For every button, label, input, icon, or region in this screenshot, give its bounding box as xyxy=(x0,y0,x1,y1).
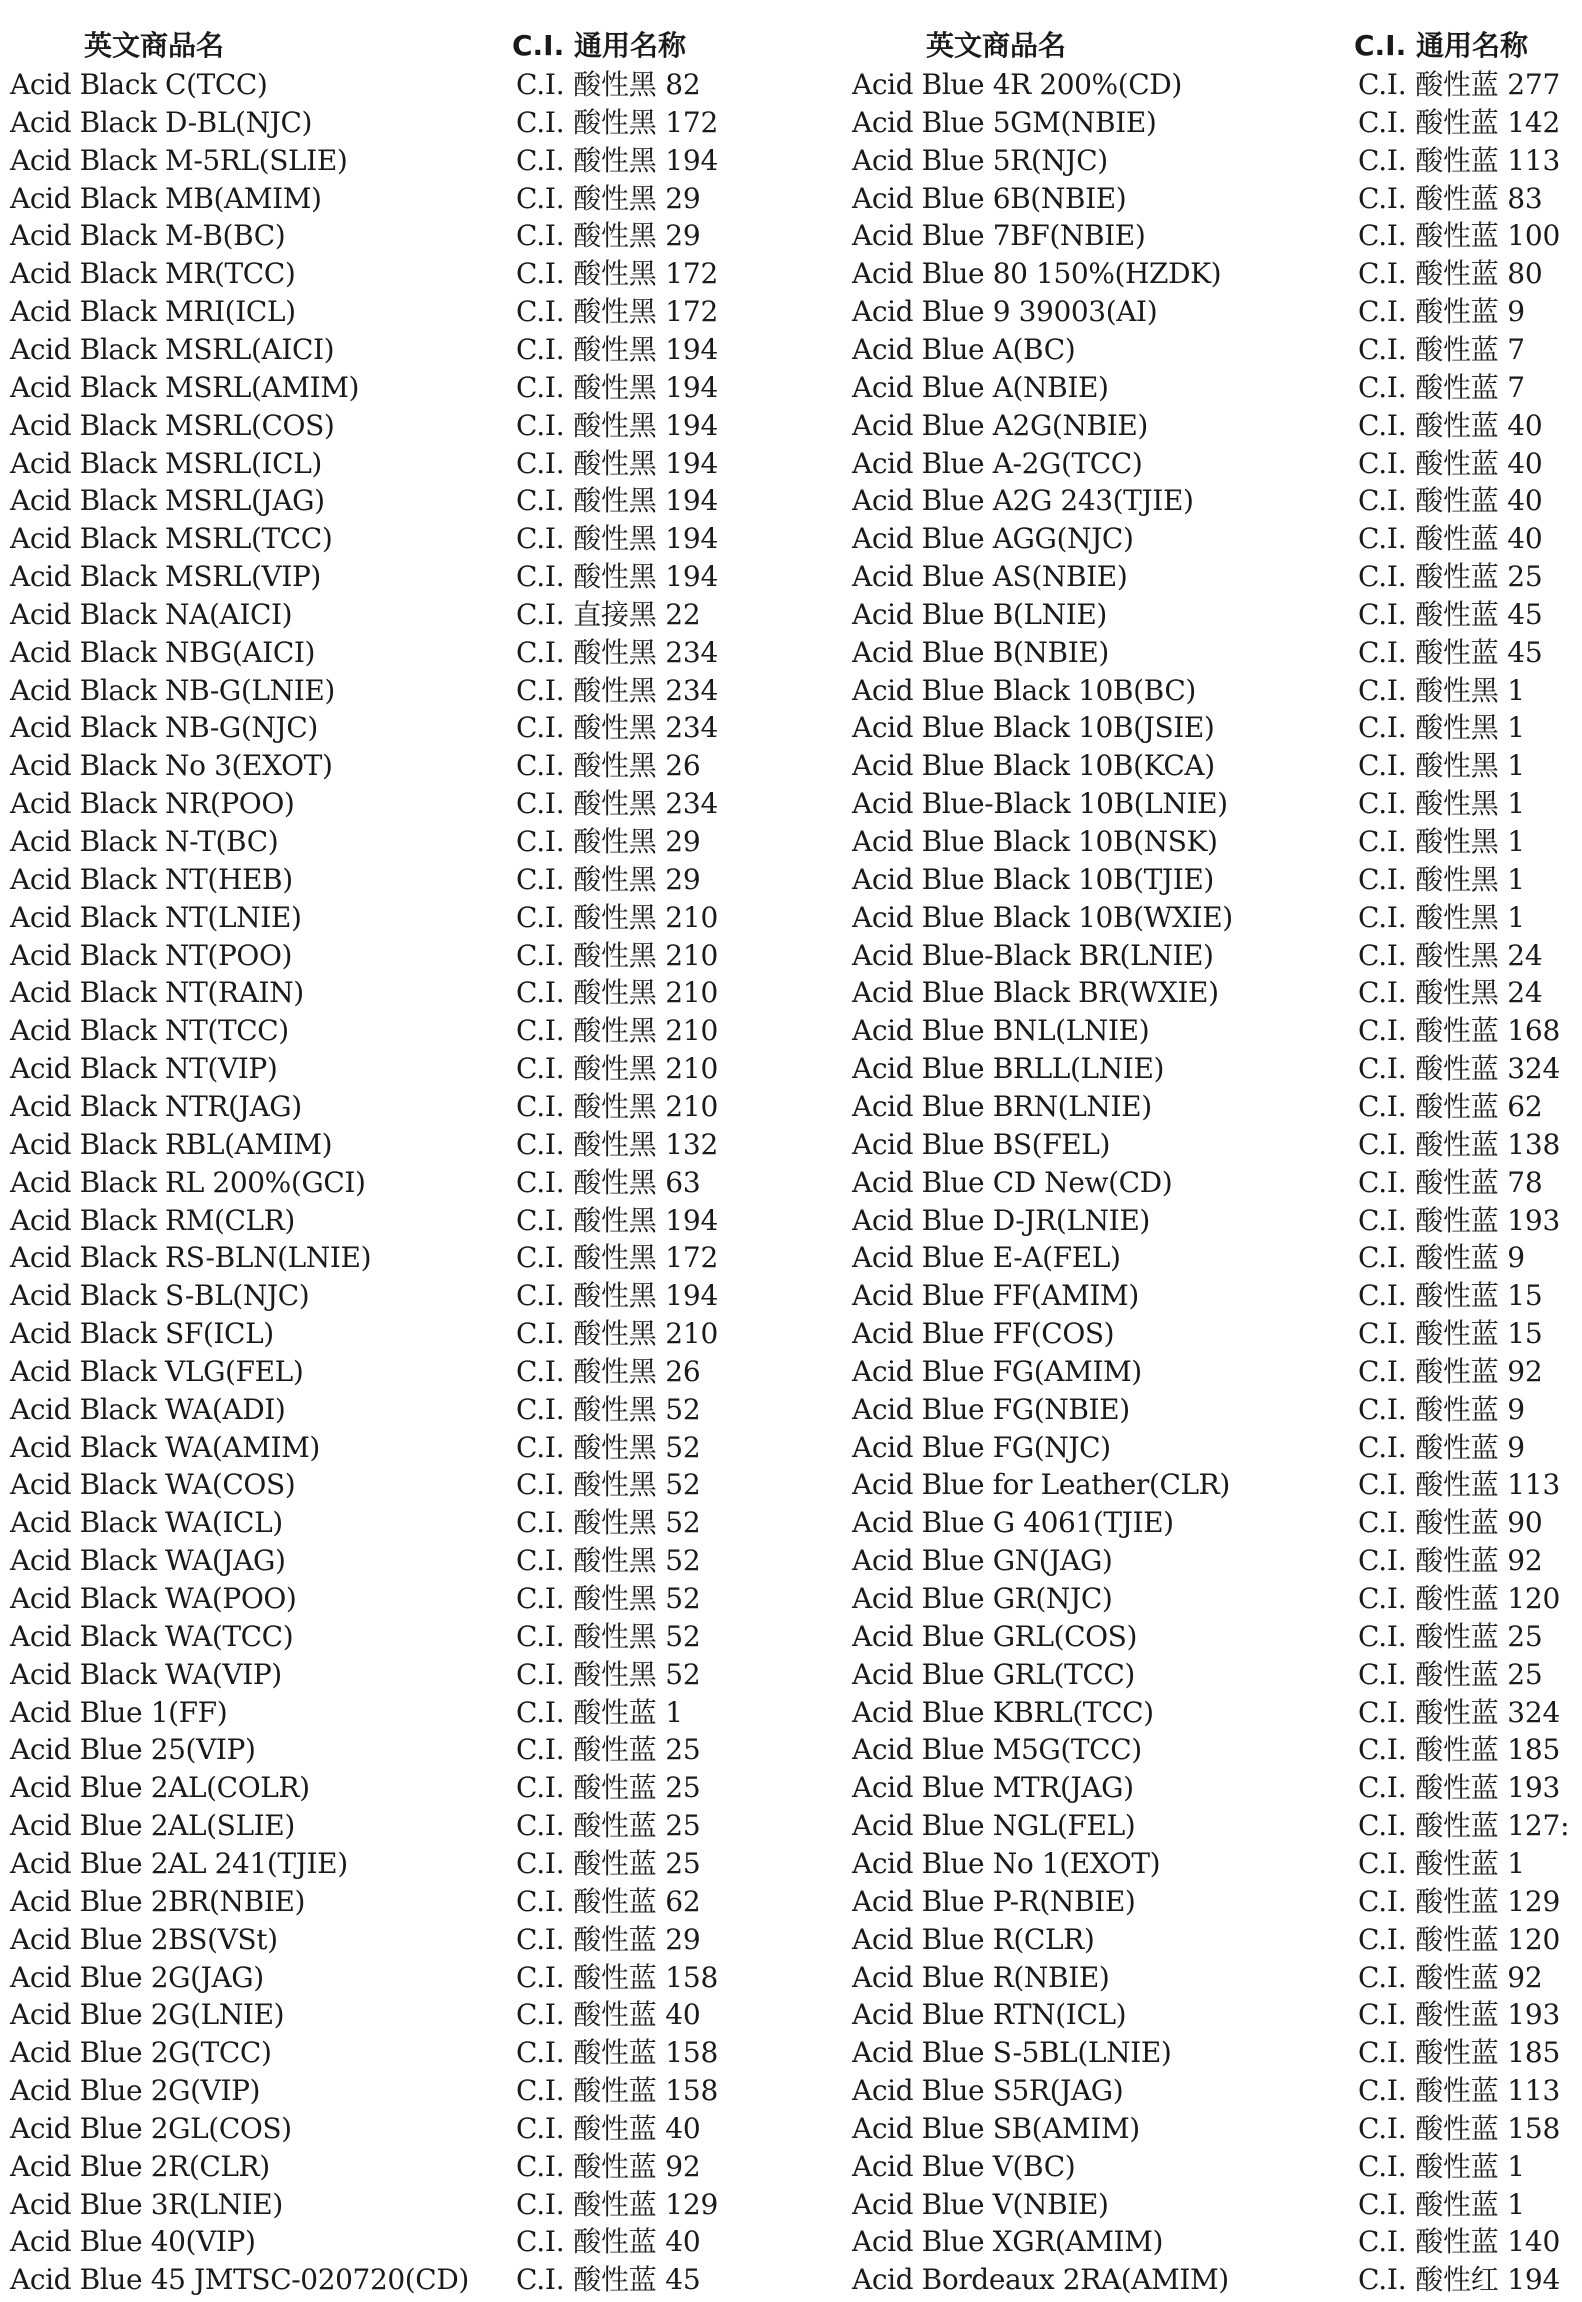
right-ci-name-cell: C.I. 酸性蓝 127: xyxy=(1358,1809,1570,1842)
left-trade-name-cell: Acid Black NB-G(NJC) xyxy=(10,711,318,744)
right-ci-name-cell: C.I. 酸性蓝 193 xyxy=(1358,1998,1561,2031)
right-ci-name-cell: C.I. 酸性蓝 40 xyxy=(1358,484,1543,517)
right-ci-name-cell: C.I. 酸性蓝 9 xyxy=(1358,1241,1525,1274)
right-ci-name-cell: C.I. 酸性蓝 80 xyxy=(1358,257,1543,290)
right-trade-name-cell: Acid Blue Black 10B(NSK) xyxy=(852,825,1218,858)
right-ci-name-cell: C.I. 酸性蓝 140 xyxy=(1358,2225,1561,2258)
right-trade-name-cell: Acid Blue AGG(NJC) xyxy=(852,522,1134,555)
right-ci-name-cell: C.I. 酸性蓝 40 xyxy=(1358,522,1543,555)
right-ci-name-cell: C.I. 酸性黑 1 xyxy=(1358,674,1525,707)
left-trade-name-cell: Acid Black NT(HEB) xyxy=(10,863,293,896)
left-ci-name-cell: C.I. 酸性蓝 40 xyxy=(516,1998,701,2031)
right-trade-name-cell: Acid Blue CD New(CD) xyxy=(852,1166,1173,1199)
right-trade-name-cell: Acid Blue No 1(EXOT) xyxy=(852,1847,1161,1880)
left-trade-name-cell: Acid Black NBG(AICI) xyxy=(10,636,316,669)
left-trade-name-cell: Acid Blue 2AL(COLR) xyxy=(10,1771,310,1804)
right-trade-name-cell: Acid Blue FF(AMIM) xyxy=(852,1279,1139,1312)
left-trade-name-cell: Acid Black NT(LNIE) xyxy=(10,901,302,934)
right-ci-name-cell: C.I. 酸性黑 1 xyxy=(1358,825,1525,858)
left-ci-name-cell: C.I. 酸性黑 52 xyxy=(516,1506,701,1539)
right-trade-name-cell: Acid Blue GN(JAG) xyxy=(852,1544,1113,1577)
left-trade-name-cell: Acid Black No 3(EXOT) xyxy=(10,749,333,782)
right-trade-name-cell: Acid Blue R(NBIE) xyxy=(852,1961,1110,1994)
left-ci-name-cell: C.I. 酸性蓝 25 xyxy=(516,1771,701,1804)
left-ci-name-cell: C.I. 酸性黑 194 xyxy=(516,1279,719,1312)
right-trade-name-cell: Acid Blue P-R(NBIE) xyxy=(852,1885,1136,1918)
right-trade-name-cell: Acid Blue Black 10B(KCA) xyxy=(852,749,1215,782)
right-trade-name-cell: Acid Blue B(NBIE) xyxy=(852,636,1109,669)
header-trade-name-left: 英文商品名 xyxy=(84,29,225,62)
left-trade-name-cell: Acid Black SF(ICL) xyxy=(10,1317,274,1350)
left-trade-name-cell: Acid Black WA(VIP) xyxy=(10,1658,282,1691)
left-ci-name-cell: C.I. 酸性黑 234 xyxy=(516,674,719,707)
right-ci-name-cell: C.I. 酸性蓝 9 xyxy=(1358,1393,1525,1426)
left-trade-name-cell: Acid Blue 2G(VIP) xyxy=(10,2074,261,2107)
left-trade-name-cell: Acid Black S-BL(NJC) xyxy=(10,1279,310,1312)
header-ci-name-right: C.I. 通用名称 xyxy=(1354,29,1528,62)
left-trade-name-cell: Acid Black RS-BLN(LNIE) xyxy=(10,1241,372,1274)
left-trade-name-cell: Acid Black MSRL(AICI) xyxy=(10,333,335,366)
left-trade-name-cell: Acid Black D-BL(NJC) xyxy=(10,106,313,139)
left-ci-name-cell: C.I. 酸性蓝 158 xyxy=(516,2074,719,2107)
right-ci-name-cell: C.I. 酸性蓝 113 xyxy=(1358,144,1561,177)
left-trade-name-cell: Acid Black WA(POO) xyxy=(10,1582,297,1615)
right-ci-name-cell: C.I. 酸性黑 1 xyxy=(1358,711,1525,744)
left-trade-name-cell: Acid Black WA(JAG) xyxy=(10,1544,286,1577)
left-ci-name-cell: C.I. 酸性黑 172 xyxy=(516,106,719,139)
left-trade-name-cell: Acid Blue 2BR(NBIE) xyxy=(10,1885,306,1918)
right-trade-name-cell: Acid Blue GRL(COS) xyxy=(852,1620,1137,1653)
right-trade-name-cell: Acid Blue A(NBIE) xyxy=(852,371,1109,404)
right-trade-name-cell: Acid Blue 7BF(NBIE) xyxy=(852,219,1146,252)
left-trade-name-cell: Acid Black NR(POO) xyxy=(10,787,295,820)
right-trade-name-cell: Acid Blue GR(NJC) xyxy=(852,1582,1113,1615)
left-trade-name-cell: Acid Black C(TCC) xyxy=(10,68,268,101)
right-trade-name-cell: Acid Blue B(LNIE) xyxy=(852,598,1107,631)
left-trade-name-cell: Acid Blue 2G(TCC) xyxy=(10,2036,272,2069)
right-trade-name-cell: Acid Blue 9 39003(AI) xyxy=(852,295,1158,328)
left-ci-name-cell: C.I. 酸性蓝 92 xyxy=(516,2150,701,2183)
right-ci-name-cell: C.I. 酸性蓝 40 xyxy=(1358,409,1543,442)
right-ci-name-cell: C.I. 酸性蓝 277 xyxy=(1358,68,1561,101)
left-ci-name-cell: C.I. 酸性黑 52 xyxy=(516,1393,701,1426)
right-trade-name-cell: Acid Blue A(BC) xyxy=(852,333,1076,366)
left-trade-name-cell: Acid Blue 2AL 241(TJIE) xyxy=(10,1847,348,1880)
left-ci-name-cell: C.I. 酸性黑 52 xyxy=(516,1658,701,1691)
right-trade-name-cell: Acid Blue 5GM(NBIE) xyxy=(852,106,1157,139)
right-trade-name-cell: Acid Blue FG(NJC) xyxy=(852,1431,1111,1464)
right-trade-name-cell: Acid Blue BRLL(LNIE) xyxy=(852,1052,1165,1085)
left-trade-name-cell: Acid Black RM(CLR) xyxy=(10,1204,295,1237)
left-ci-name-cell: C.I. 酸性黑 194 xyxy=(516,560,719,593)
right-ci-name-cell: C.I. 酸性蓝 40 xyxy=(1358,447,1543,480)
right-ci-name-cell: C.I. 酸性蓝 92 xyxy=(1358,1961,1543,1994)
left-ci-name-cell: C.I. 酸性黑 52 xyxy=(516,1431,701,1464)
right-ci-name-cell: C.I. 酸性蓝 92 xyxy=(1358,1355,1543,1388)
left-ci-name-cell: C.I. 酸性黑 26 xyxy=(516,749,701,782)
right-trade-name-cell: Acid Blue BRN(LNIE) xyxy=(852,1090,1152,1123)
left-ci-name-cell: C.I. 酸性蓝 62 xyxy=(516,1885,701,1918)
right-ci-name-cell: C.I. 酸性黑 1 xyxy=(1358,901,1525,934)
left-trade-name-cell: Acid Blue 2AL(SLIE) xyxy=(10,1809,295,1842)
left-ci-name-cell: C.I. 酸性黑 132 xyxy=(516,1128,719,1161)
left-trade-name-cell: Acid Black MSRL(AMIM) xyxy=(10,371,360,404)
left-ci-name-cell: C.I. 酸性蓝 45 xyxy=(516,2263,701,2296)
right-ci-name-cell: C.I. 酸性蓝 113 xyxy=(1358,2074,1561,2107)
right-ci-name-cell: C.I. 酸性蓝 129 xyxy=(1358,1885,1561,1918)
right-trade-name-cell: Acid Blue Black 10B(JSIE) xyxy=(852,711,1215,744)
right-trade-name-cell: Acid Blue 5R(NJC) xyxy=(852,144,1108,177)
left-trade-name-cell: Acid Black VLG(FEL) xyxy=(10,1355,304,1388)
left-ci-name-cell: C.I. 酸性黑 210 xyxy=(516,1090,719,1123)
right-trade-name-cell: Acid Blue FG(AMIM) xyxy=(852,1355,1142,1388)
right-ci-name-cell: C.I. 酸性蓝 324 xyxy=(1358,1052,1561,1085)
right-trade-name-cell: Acid Blue Black 10B(TJIE) xyxy=(852,863,1214,896)
left-ci-name-cell: C.I. 酸性黑 194 xyxy=(516,522,719,555)
right-ci-name-cell: C.I. 酸性蓝 113 xyxy=(1358,1468,1561,1501)
left-trade-name-cell: Acid Black N-T(BC) xyxy=(10,825,279,858)
left-ci-name-cell: C.I. 酸性黑 210 xyxy=(516,939,719,972)
right-ci-name-cell: C.I. 酸性蓝 193 xyxy=(1358,1771,1561,1804)
right-trade-name-cell: Acid Blue S5R(JAG) xyxy=(852,2074,1124,2107)
right-ci-name-cell: C.I. 酸性蓝 92 xyxy=(1358,1544,1543,1577)
left-trade-name-cell: Acid Blue 1(FF) xyxy=(10,1696,228,1729)
right-ci-name-cell: C.I. 酸性蓝 142 xyxy=(1358,106,1561,139)
left-trade-name-cell: Acid Black MRI(ICL) xyxy=(10,295,296,328)
left-ci-name-cell: C.I. 酸性黑 29 xyxy=(516,863,701,896)
left-trade-name-cell: Acid Black MR(TCC) xyxy=(10,257,296,290)
left-ci-name-cell: C.I. 酸性黑 234 xyxy=(516,636,719,669)
left-trade-name-cell: Acid Blue 2G(LNIE) xyxy=(10,1998,285,2031)
right-trade-name-cell: Acid Bordeaux 2RA(AMIM) xyxy=(852,2263,1229,2296)
right-trade-name-cell: Acid Blue A2G(NBIE) xyxy=(852,409,1148,442)
right-ci-name-cell: C.I. 酸性黑 1 xyxy=(1358,863,1525,896)
left-trade-name-cell: Acid Blue 2GL(COS) xyxy=(10,2112,292,2145)
left-ci-name-cell: C.I. 酸性蓝 25 xyxy=(516,1809,701,1842)
right-trade-name-cell: Acid Blue MTR(JAG) xyxy=(852,1771,1134,1804)
right-ci-name-cell: C.I. 酸性蓝 45 xyxy=(1358,636,1543,669)
left-ci-name-cell: C.I. 酸性黑 194 xyxy=(516,409,719,442)
left-ci-name-cell: C.I. 酸性黑 194 xyxy=(516,371,719,404)
right-ci-name-cell: C.I. 酸性蓝 324 xyxy=(1358,1696,1561,1729)
right-trade-name-cell: Acid Blue M5G(TCC) xyxy=(852,1733,1142,1766)
left-ci-name-cell: C.I. 酸性黑 194 xyxy=(516,484,719,517)
right-trade-name-cell: Acid Blue NGL(FEL) xyxy=(852,1809,1136,1842)
left-trade-name-cell: Acid Black NTR(JAG) xyxy=(10,1090,302,1123)
right-ci-name-cell: C.I. 酸性蓝 158 xyxy=(1358,2112,1561,2145)
left-ci-name-cell: C.I. 酸性黑 194 xyxy=(516,1204,719,1237)
right-ci-name-cell: C.I. 酸性蓝 7 xyxy=(1358,371,1525,404)
right-ci-name-cell: C.I. 酸性蓝 9 xyxy=(1358,1431,1525,1464)
left-ci-name-cell: C.I. 酸性黑 29 xyxy=(516,182,701,215)
left-ci-name-cell: C.I. 酸性蓝 25 xyxy=(516,1847,701,1880)
left-trade-name-cell: Acid Black NT(POO) xyxy=(10,939,293,972)
left-trade-name-cell: Acid Black M-B(BC) xyxy=(10,219,286,252)
right-trade-name-cell: Acid Blue-Black 10B(LNIE) xyxy=(852,787,1228,820)
right-ci-name-cell: C.I. 酸性蓝 90 xyxy=(1358,1506,1543,1539)
left-ci-name-cell: C.I. 酸性黑 52 xyxy=(516,1582,701,1615)
right-trade-name-cell: Acid Blue FG(NBIE) xyxy=(852,1393,1130,1426)
header-trade-name-right: 英文商品名 xyxy=(926,29,1067,62)
right-ci-name-cell: C.I. 酸性黑 1 xyxy=(1358,787,1525,820)
left-ci-name-cell: C.I. 酸性黑 210 xyxy=(516,976,719,1009)
left-ci-name-cell: C.I. 酸性黑 29 xyxy=(516,825,701,858)
right-ci-name-cell: C.I. 酸性黑 24 xyxy=(1358,976,1543,1009)
left-trade-name-cell: Acid Black WA(AMIM) xyxy=(10,1431,320,1464)
left-trade-name-cell: Acid Black NT(TCC) xyxy=(10,1014,289,1047)
right-trade-name-cell: Acid Blue 6B(NBIE) xyxy=(852,182,1127,215)
right-ci-name-cell: C.I. 酸性蓝 185 xyxy=(1358,1733,1561,1766)
right-ci-name-cell: C.I. 酸性蓝 100 xyxy=(1358,219,1561,252)
header-ci-name-left: C.I. 通用名称 xyxy=(512,29,686,62)
left-ci-name-cell: C.I. 酸性蓝 40 xyxy=(516,2225,701,2258)
right-trade-name-cell: Acid Blue Black BR(WXIE) xyxy=(852,976,1219,1009)
right-trade-name-cell: Acid Blue E-A(FEL) xyxy=(852,1241,1121,1274)
left-trade-name-cell: Acid Blue 45 JMTSC-020720(CD) xyxy=(10,2263,469,2296)
right-ci-name-cell: C.I. 酸性蓝 120 xyxy=(1358,1923,1561,1956)
left-trade-name-cell: Acid Black NA(AICI) xyxy=(10,598,293,631)
right-trade-name-cell: Acid Blue SB(AMIM) xyxy=(852,2112,1140,2145)
right-trade-name-cell: Acid Blue for Leather(CLR) xyxy=(852,1468,1230,1501)
left-ci-name-cell: C.I. 酸性黑 234 xyxy=(516,787,719,820)
right-trade-name-cell: Acid Blue KBRL(TCC) xyxy=(852,1696,1154,1729)
right-ci-name-cell: C.I. 酸性蓝 1 xyxy=(1358,1847,1525,1880)
left-trade-name-cell: Acid Black NT(VIP) xyxy=(10,1052,278,1085)
right-ci-name-cell: C.I. 酸性蓝 120 xyxy=(1358,1582,1561,1615)
right-ci-name-cell: C.I. 酸性蓝 45 xyxy=(1358,598,1543,631)
right-trade-name-cell: Acid Blue GRL(TCC) xyxy=(852,1658,1135,1691)
left-ci-name-cell: C.I. 酸性黑 194 xyxy=(516,447,719,480)
left-ci-name-cell: C.I. 酸性黑 172 xyxy=(516,295,719,328)
right-ci-name-cell: C.I. 酸性蓝 193 xyxy=(1358,1204,1561,1237)
right-trade-name-cell: Acid Blue AS(NBIE) xyxy=(852,560,1128,593)
right-ci-name-cell: C.I. 酸性蓝 168 xyxy=(1358,1014,1561,1047)
right-ci-name-cell: C.I. 酸性蓝 62 xyxy=(1358,1090,1543,1123)
left-ci-name-cell: C.I. 酸性蓝 25 xyxy=(516,1733,701,1766)
right-ci-name-cell: C.I. 酸性蓝 78 xyxy=(1358,1166,1543,1199)
left-trade-name-cell: Acid Black WA(ICL) xyxy=(10,1506,283,1539)
right-ci-name-cell: C.I. 酸性蓝 25 xyxy=(1358,1658,1543,1691)
right-trade-name-cell: Acid Blue S-5BL(LNIE) xyxy=(852,2036,1172,2069)
left-ci-name-cell: C.I. 酸性蓝 29 xyxy=(516,1923,701,1956)
right-ci-name-cell: C.I. 酸性红 194 xyxy=(1358,2263,1561,2296)
right-ci-name-cell: C.I. 酸性蓝 7 xyxy=(1358,333,1525,366)
right-ci-name-cell: C.I. 酸性蓝 25 xyxy=(1358,1620,1543,1653)
left-ci-name-cell: C.I. 酸性蓝 129 xyxy=(516,2188,719,2221)
left-trade-name-cell: Acid Black MSRL(TCC) xyxy=(10,522,333,555)
left-trade-name-cell: Acid Black RBL(AMIM) xyxy=(10,1128,333,1161)
right-trade-name-cell: Acid Blue D-JR(LNIE) xyxy=(852,1204,1150,1237)
right-trade-name-cell: Acid Blue R(CLR) xyxy=(852,1923,1095,1956)
left-ci-name-cell: C.I. 酸性黑 210 xyxy=(516,901,719,934)
left-ci-name-cell: C.I. 直接黑 22 xyxy=(516,598,701,631)
left-ci-name-cell: C.I. 酸性黑 63 xyxy=(516,1166,701,1199)
left-trade-name-cell: Acid Black RL 200%(GCI) xyxy=(10,1166,366,1199)
left-trade-name-cell: Acid Blue 40(VIP) xyxy=(10,2225,256,2258)
left-trade-name-cell: Acid Blue 25(VIP) xyxy=(10,1733,256,1766)
left-trade-name-cell: Acid Black MB(AMIM) xyxy=(10,182,322,215)
left-trade-name-cell: Acid Blue 2G(JAG) xyxy=(10,1961,264,1994)
left-ci-name-cell: C.I. 酸性蓝 40 xyxy=(516,2112,701,2145)
left-trade-name-cell: Acid Black NT(RAIN) xyxy=(10,976,304,1009)
right-ci-name-cell: C.I. 酸性蓝 15 xyxy=(1358,1317,1543,1350)
right-trade-name-cell: Acid Blue V(BC) xyxy=(852,2150,1076,2183)
right-ci-name-cell: C.I. 酸性黑 1 xyxy=(1358,749,1525,782)
left-ci-name-cell: C.I. 酸性黑 52 xyxy=(516,1620,701,1653)
left-ci-name-cell: C.I. 酸性黑 234 xyxy=(516,711,719,744)
left-ci-name-cell: C.I. 酸性黑 194 xyxy=(516,333,719,366)
right-ci-name-cell: C.I. 酸性蓝 1 xyxy=(1358,2150,1525,2183)
left-trade-name-cell: Acid Black WA(ADI) xyxy=(10,1393,286,1426)
left-trade-name-cell: Acid Black NB-G(LNIE) xyxy=(10,674,335,707)
left-trade-name-cell: Acid Black WA(COS) xyxy=(10,1468,296,1501)
right-trade-name-cell: Acid Blue V(NBIE) xyxy=(852,2188,1109,2221)
left-ci-name-cell: C.I. 酸性黑 52 xyxy=(516,1468,701,1501)
left-ci-name-cell: C.I. 酸性黑 194 xyxy=(516,144,719,177)
right-ci-name-cell: C.I. 酸性蓝 185 xyxy=(1358,2036,1561,2069)
left-trade-name-cell: Acid Black MSRL(COS) xyxy=(10,409,335,442)
right-ci-name-cell: C.I. 酸性蓝 138 xyxy=(1358,1128,1561,1161)
left-trade-name-cell: Acid Blue 2R(CLR) xyxy=(10,2150,270,2183)
right-trade-name-cell: Acid Blue FF(COS) xyxy=(852,1317,1115,1350)
left-ci-name-cell: C.I. 酸性黑 210 xyxy=(516,1317,719,1350)
left-ci-name-cell: C.I. 酸性蓝 1 xyxy=(516,1696,683,1729)
right-trade-name-cell: Acid Blue A-2G(TCC) xyxy=(852,447,1143,480)
left-ci-name-cell: C.I. 酸性蓝 158 xyxy=(516,2036,719,2069)
left-ci-name-cell: C.I. 酸性黑 82 xyxy=(516,68,701,101)
right-trade-name-cell: Acid Blue G 4061(TJIE) xyxy=(852,1506,1174,1539)
left-ci-name-cell: C.I. 酸性黑 172 xyxy=(516,257,719,290)
left-ci-name-cell: C.I. 酸性黑 52 xyxy=(516,1544,701,1577)
right-trade-name-cell: Acid Blue A2G 243(TJIE) xyxy=(852,484,1194,517)
left-trade-name-cell: Acid Black M-5RL(SLIE) xyxy=(10,144,348,177)
left-ci-name-cell: C.I. 酸性黑 210 xyxy=(516,1052,719,1085)
left-ci-name-cell: C.I. 酸性黑 29 xyxy=(516,219,701,252)
right-trade-name-cell: Acid Blue 80 150%(HZDK) xyxy=(852,257,1222,290)
right-trade-name-cell: Acid Blue Black 10B(BC) xyxy=(852,674,1196,707)
left-trade-name-cell: Acid Blue 2BS(VSt) xyxy=(10,1923,278,1956)
right-ci-name-cell: C.I. 酸性蓝 25 xyxy=(1358,560,1543,593)
left-ci-name-cell: C.I. 酸性蓝 158 xyxy=(516,1961,719,1994)
right-trade-name-cell: Acid Blue-Black BR(LNIE) xyxy=(852,939,1214,972)
right-trade-name-cell: Acid Blue BNL(LNIE) xyxy=(852,1014,1150,1047)
left-trade-name-cell: Acid Black MSRL(ICL) xyxy=(10,447,322,480)
left-ci-name-cell: C.I. 酸性黑 210 xyxy=(516,1014,719,1047)
right-trade-name-cell: Acid Blue 4R 200%(CD) xyxy=(852,68,1182,101)
left-ci-name-cell: C.I. 酸性黑 26 xyxy=(516,1355,701,1388)
left-trade-name-cell: Acid Blue 3R(LNIE) xyxy=(10,2188,283,2221)
right-trade-name-cell: Acid Blue Black 10B(WXIE) xyxy=(852,901,1233,934)
left-trade-name-cell: Acid Black MSRL(VIP) xyxy=(10,560,321,593)
right-trade-name-cell: Acid Blue XGR(AMIM) xyxy=(852,2225,1163,2258)
right-ci-name-cell: C.I. 酸性黑 24 xyxy=(1358,939,1543,972)
right-ci-name-cell: C.I. 酸性蓝 83 xyxy=(1358,182,1543,215)
left-trade-name-cell: Acid Black MSRL(JAG) xyxy=(10,484,325,517)
left-trade-name-cell: Acid Black WA(TCC) xyxy=(10,1620,294,1653)
right-ci-name-cell: C.I. 酸性蓝 1 xyxy=(1358,2188,1525,2221)
right-ci-name-cell: C.I. 酸性蓝 15 xyxy=(1358,1279,1543,1312)
right-trade-name-cell: Acid Blue BS(FEL) xyxy=(852,1128,1110,1161)
right-ci-name-cell: C.I. 酸性蓝 9 xyxy=(1358,295,1525,328)
left-ci-name-cell: C.I. 酸性黑 172 xyxy=(516,1241,719,1274)
right-trade-name-cell: Acid Blue RTN(ICL) xyxy=(852,1998,1127,2031)
